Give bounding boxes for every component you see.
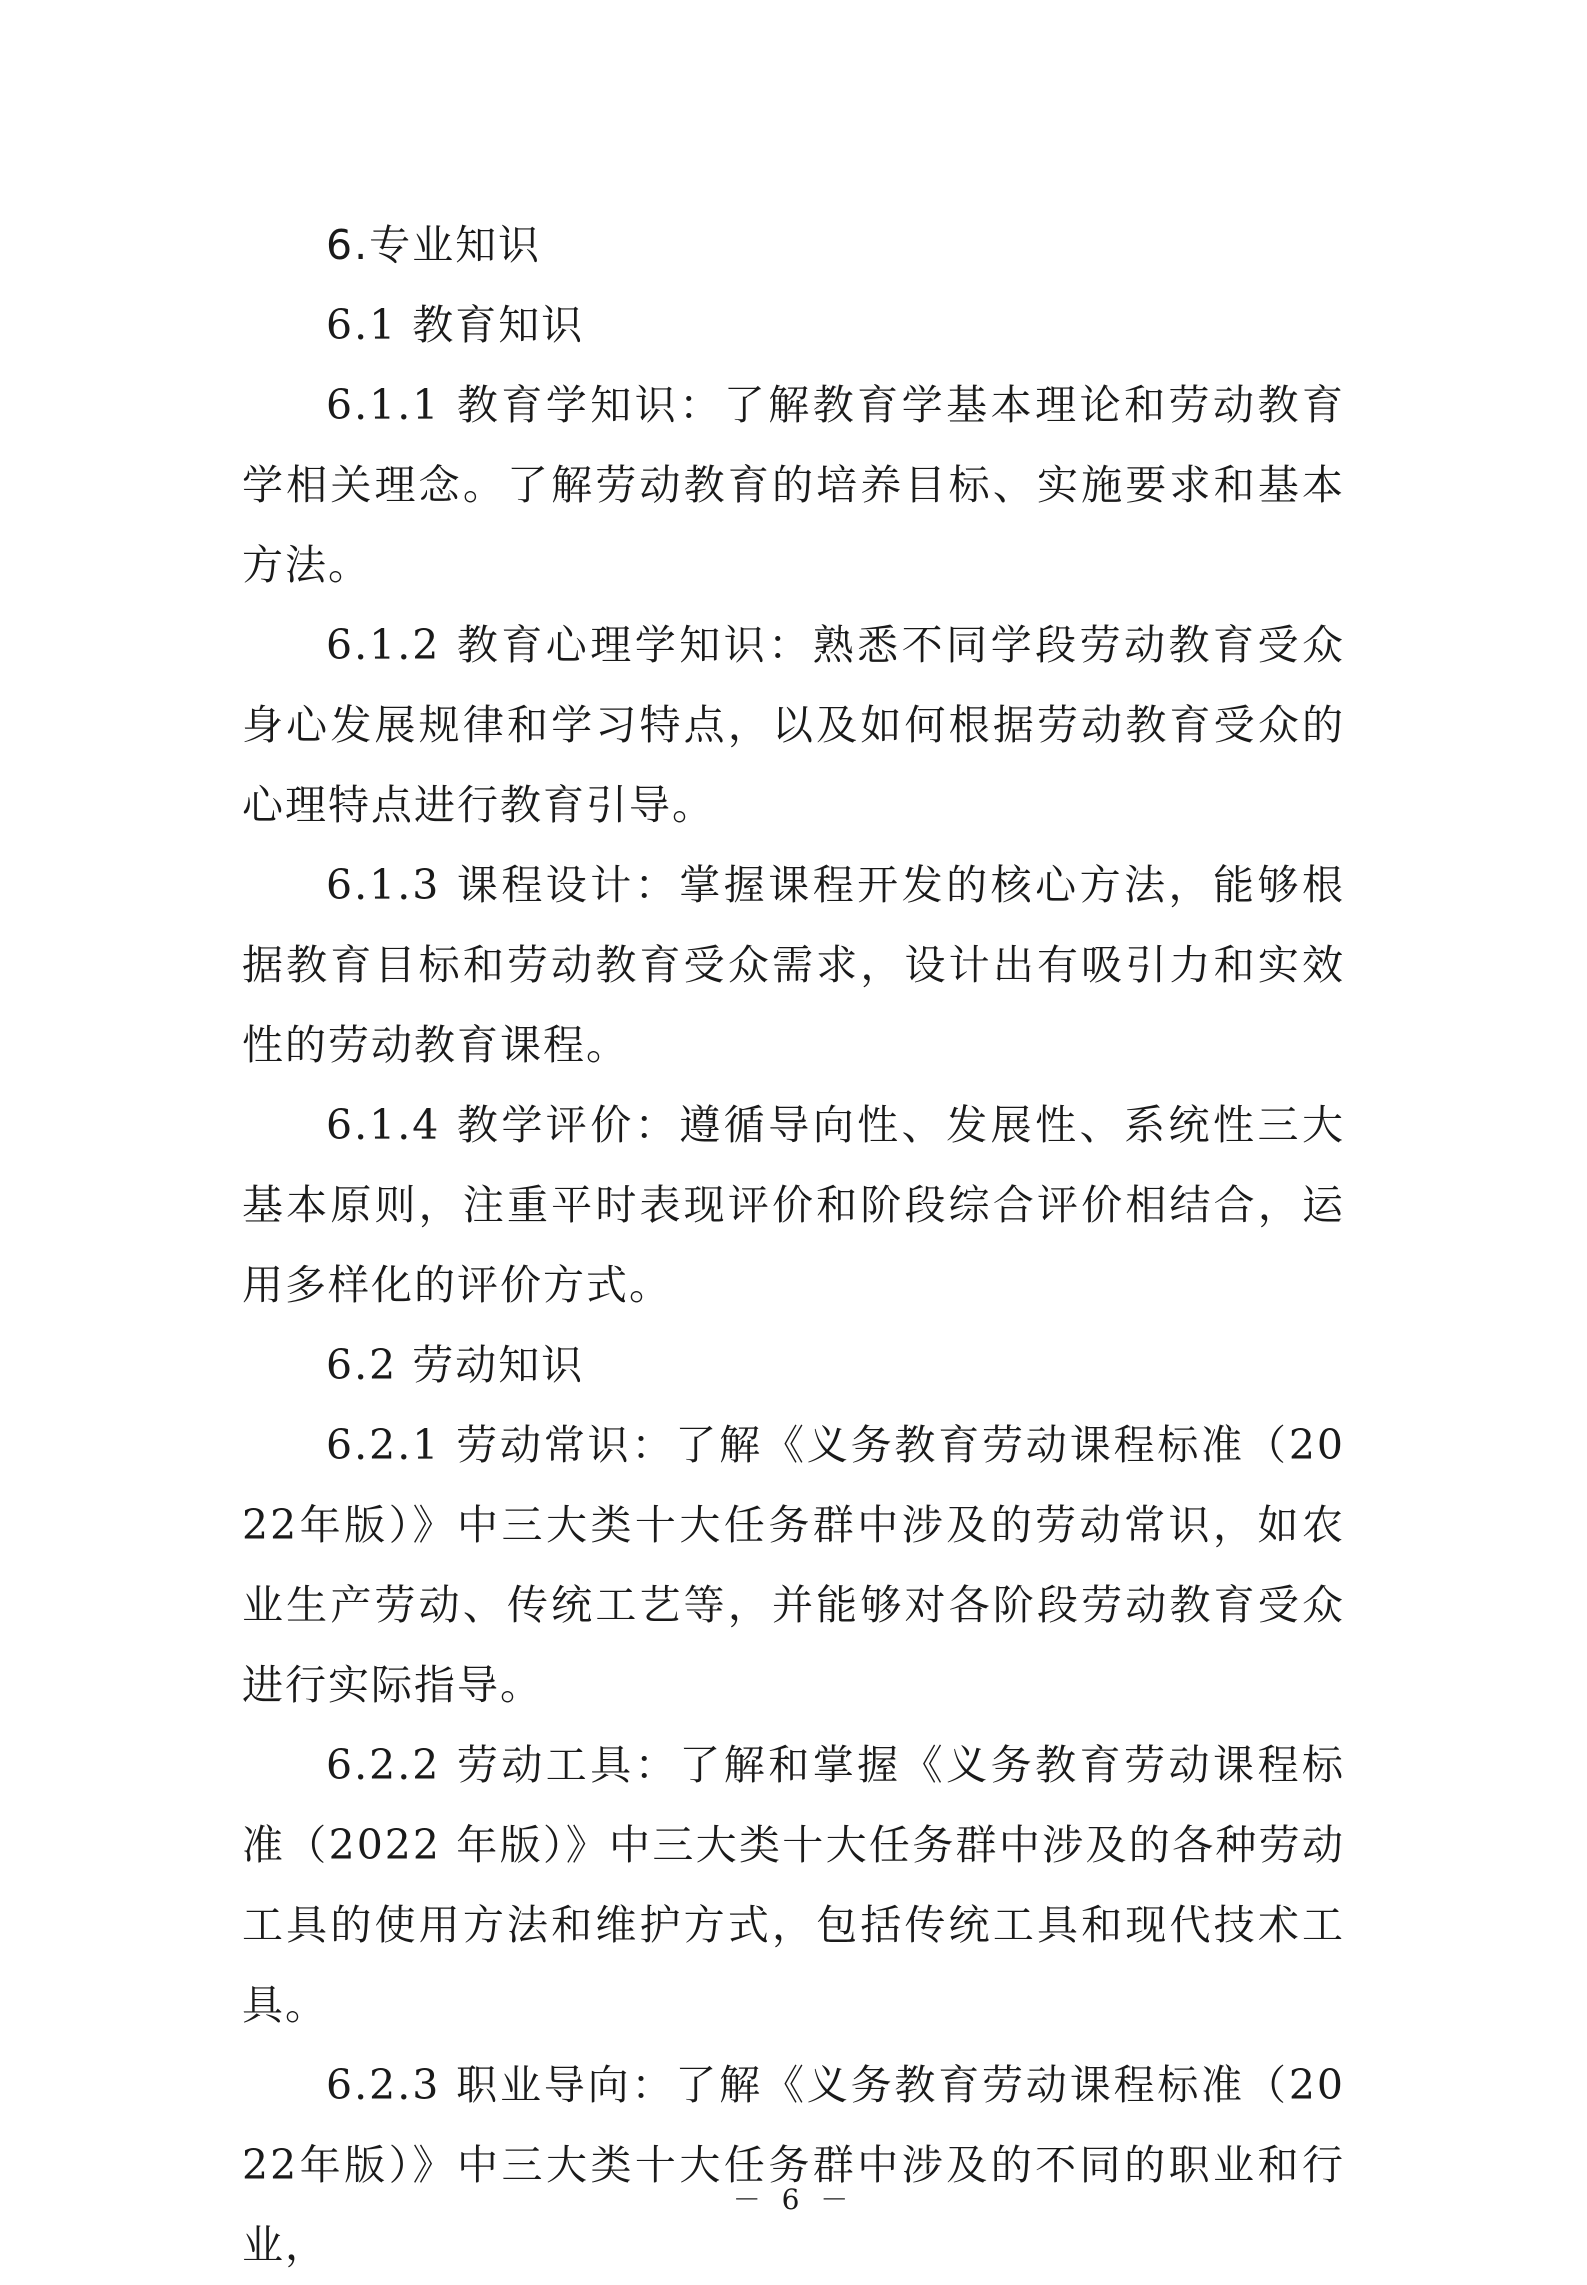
section-education-knowledge: 6.1 教育知识	[326, 301, 585, 349]
paragraph-6-1-2: 6.1.2 教育心理学知识：熟悉不同学段劳动教育受众身心发展规律和学习特点，以及如何根据劳动教育受众的心理特点进行教育引导。	[242, 621, 1345, 829]
paragraph-6-1-4: 6.1.4 教学评价：遵循导向性、发展性、系统性三大基本原则，注重平时表现评价和阶段综合评价相结合，运用多样化的评价方式。	[242, 1101, 1345, 1309]
paragraph-6-2-2: 6.2.2 劳动工具：了解和掌握《义务教育劳动课程标准（2022 年版）》中三大类十大任务群中涉及的各种劳动工具的使用方法和维护方式，包括传统工具和现代技术工具。	[242, 1741, 1345, 2029]
page-number: － 6 －	[732, 2183, 855, 2216]
paragraph-6-2-1: 6.2.1 劳动常识：了解《义务教育劳动课程标准（2022年版）》中三大类十大任务群中涉及的劳动常识，如农业生产劳动、传统工艺等，并能够对各阶段劳动教育受众进行实际指导。	[242, 1421, 1345, 1709]
document-body	[242, 205, 1345, 2285]
paragraph-6-2-3: 6.2.3 职业导向：了解《义务教育劳动课程标准（2022年版）》中三大类十大任务群中涉及的不同的职业和行业，	[242, 2061, 1345, 2269]
section-labor-knowledge: 6.2 劳动知识	[326, 1341, 585, 1389]
paragraph-6-1-3: 6.1.3 课程设计：掌握课程开发的核心方法，能够根据教育目标和劳动教育受众需求，设计出有吸引力和实效性的劳动教育课程。	[242, 861, 1345, 1069]
paragraph-6-1-1: 6.1.1 教育学知识：了解教育学基本理论和劳动教育学相关理念。了解劳动教育的培养目标、实施要求和基本方法。	[242, 381, 1345, 589]
heading-professional-knowledge: 6.专业知识	[326, 221, 542, 269]
